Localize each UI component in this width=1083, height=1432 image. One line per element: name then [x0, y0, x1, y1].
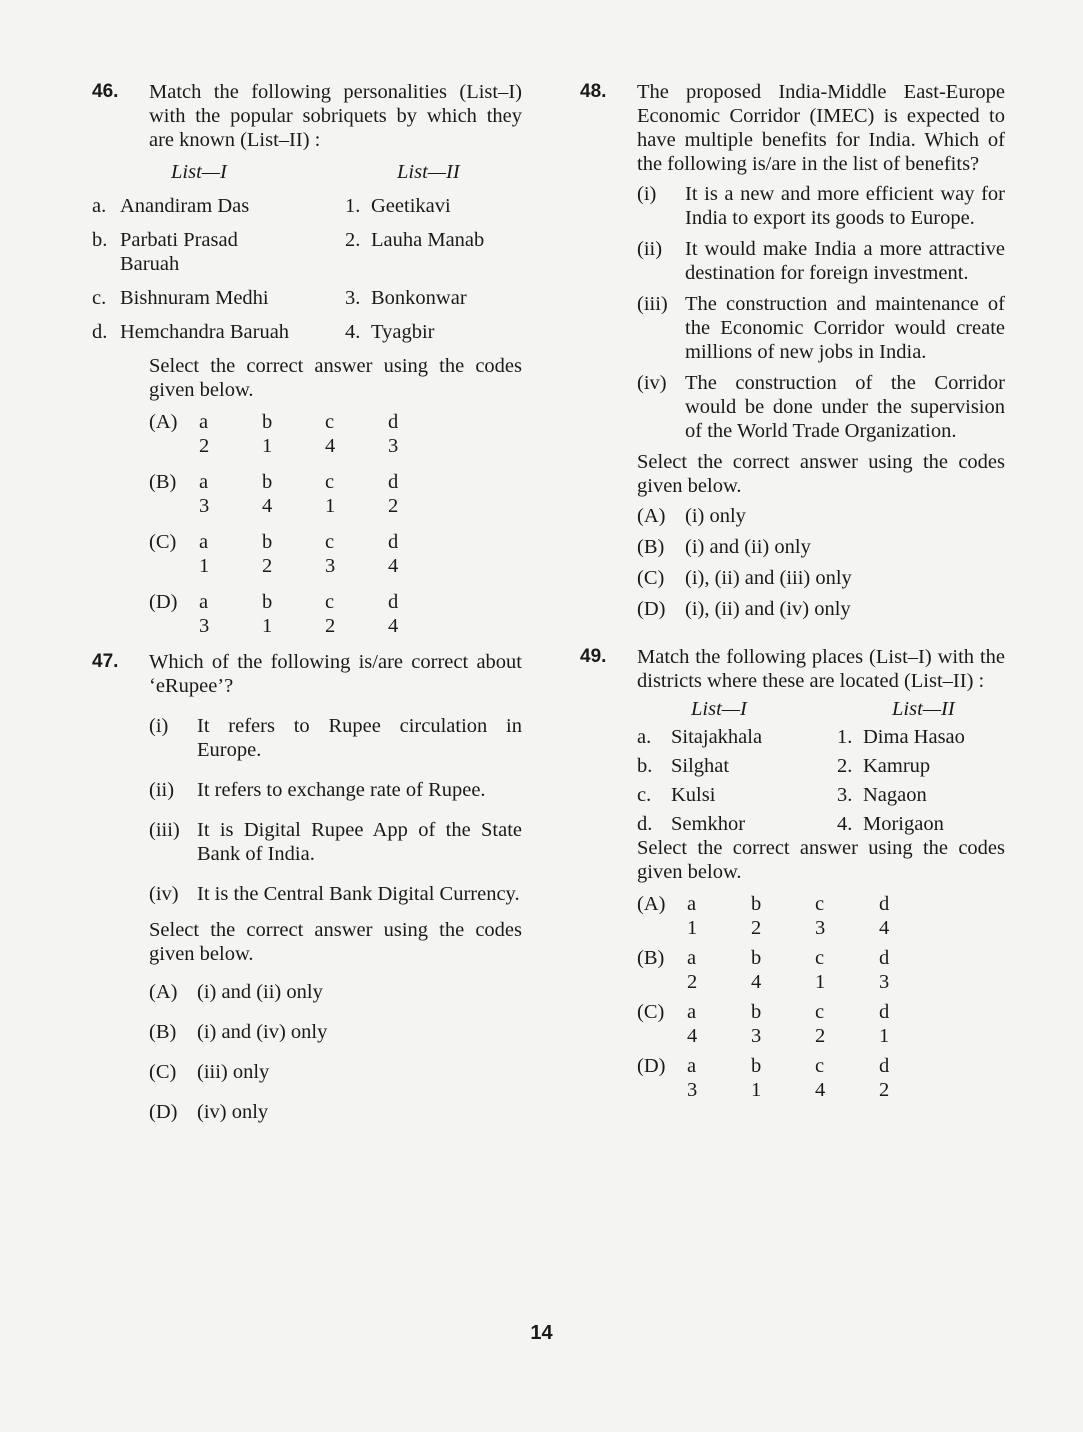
option-text: (i) and (ii) only	[197, 981, 323, 1003]
option-b[interactable]	[637, 946, 1005, 994]
option-label: (A)	[637, 505, 666, 527]
option-d[interactable]	[149, 1100, 522, 1124]
question-stem: Match the following personalities (List–I) with the popular sobriquets by which they are known (List–II) :	[149, 81, 522, 151]
list1-item: Silghat	[671, 755, 730, 777]
option-head: a	[199, 471, 209, 493]
list1-label: b.	[92, 229, 108, 251]
codes-instruction: Select the correct answer using the codes given below.	[637, 451, 1005, 497]
list2-label: 4.	[345, 321, 361, 343]
option-a[interactable]	[149, 980, 522, 1004]
option-value: 1	[815, 971, 826, 993]
list1-item: Bishnuram Medhi	[120, 287, 269, 309]
option-label: (D)	[149, 591, 178, 613]
option-head: c	[325, 411, 335, 433]
question-stem: Match the following places (List–I) with the districts where these are located (List–II) :	[637, 646, 1005, 692]
option-value: 2	[262, 555, 273, 577]
left-column	[92, 80, 522, 1131]
list2-label: 2.	[837, 755, 853, 777]
question-number: 47.	[92, 651, 119, 672]
option-value: 2	[879, 1079, 890, 1101]
option-head: d	[388, 471, 399, 493]
option-value: 3	[325, 555, 336, 577]
option-head: c	[815, 1001, 825, 1023]
option-value: 3	[815, 917, 826, 939]
statement-label: (iv)	[149, 883, 179, 905]
option-head: b	[751, 947, 762, 969]
option-value: 1	[879, 1025, 890, 1047]
option-head: a	[687, 893, 697, 915]
option-label: (D)	[637, 1055, 666, 1077]
option-head: b	[262, 531, 273, 553]
list1-label: a.	[92, 195, 107, 217]
option-value: 3	[879, 971, 890, 993]
option-head: c	[325, 471, 335, 493]
match-row	[637, 725, 1005, 749]
statement-text: It is a new and more efficient way for India to export its goods to Europe.	[685, 183, 1005, 229]
option-label: (A)	[149, 411, 178, 433]
option-a[interactable]	[637, 504, 1005, 528]
option-head: c	[325, 591, 335, 613]
right-column	[580, 80, 1005, 1102]
list1-item: Kulsi	[671, 784, 716, 806]
option-head: d	[388, 591, 399, 613]
option-d[interactable]	[149, 590, 522, 638]
list2-label: 4.	[837, 813, 853, 835]
option-head: a	[687, 1001, 697, 1023]
match-row	[637, 812, 1005, 836]
option-head: c	[815, 893, 825, 915]
option-b[interactable]	[637, 535, 1005, 559]
list2-item: Kamrup	[863, 755, 931, 777]
option-head: d	[388, 531, 399, 553]
option-label: (D)	[637, 598, 666, 620]
list1-label: d.	[637, 813, 653, 835]
list1-item: Semkhor	[671, 813, 746, 835]
option-head: b	[751, 1055, 762, 1077]
option-value: 2	[751, 917, 762, 939]
list2-label: 3.	[837, 784, 853, 806]
option-head: d	[879, 947, 890, 969]
option-label: (A)	[149, 981, 178, 1003]
option-head: b	[262, 411, 273, 433]
option-head: b	[751, 1001, 762, 1023]
statement-text: It refers to Rupee circulation in Europe.	[197, 715, 522, 761]
option-value: 1	[199, 555, 210, 577]
option-d[interactable]	[637, 1054, 1005, 1102]
list2-item: Tyagbir	[371, 321, 435, 343]
option-label: (C)	[637, 1001, 665, 1023]
option-text: (iv) only	[197, 1101, 269, 1123]
match-row	[92, 320, 522, 344]
option-c[interactable]	[637, 566, 1005, 590]
option-label: (A)	[637, 893, 666, 915]
option-value: 1	[325, 495, 336, 517]
option-label: (B)	[637, 947, 665, 969]
option-label: (D)	[149, 1101, 178, 1123]
list2-item: Lauha Manab	[371, 229, 485, 251]
option-head: d	[388, 411, 399, 433]
statement-label: (iii)	[637, 293, 668, 315]
list2-label: 2.	[345, 229, 361, 251]
question-49	[580, 645, 1005, 1102]
list1-item: Parbati Prasad Baruah	[120, 229, 238, 275]
list2-item: Nagaon	[863, 784, 927, 806]
statement-text: The construction of the Corridor would be done under the supervision of the World Trade Organization.	[685, 372, 1005, 442]
question-46	[92, 80, 522, 638]
list2-item: Bonkonwar	[371, 287, 467, 309]
option-text: (i), (ii) and (iv) only	[685, 598, 851, 620]
list2-heading: List—II	[397, 161, 460, 183]
option-head: d	[879, 1055, 890, 1077]
option-label: (C)	[637, 567, 665, 589]
option-b[interactable]	[149, 1020, 522, 1044]
option-head: c	[325, 531, 335, 553]
option-head: a	[199, 591, 209, 613]
option-value: 2	[325, 615, 336, 637]
option-head: a	[199, 411, 209, 433]
list1-heading: List—I	[171, 161, 227, 183]
option-value: 4	[751, 971, 762, 993]
option-head: b	[262, 471, 273, 493]
match-row	[637, 783, 1005, 807]
match-row	[92, 228, 522, 276]
option-value: 3	[687, 1079, 698, 1101]
option-text: (i) and (iv) only	[197, 1021, 328, 1043]
option-value: 3	[199, 495, 210, 517]
question-stem: Which of the following is/are correct about ‘eRupee’?	[149, 651, 522, 697]
list2-item: Dima Hasao	[863, 726, 965, 748]
list1-label: d.	[92, 321, 108, 343]
codes-instruction: Select the correct answer using the codes given below.	[637, 837, 1005, 883]
option-value: 4	[388, 615, 399, 637]
statement	[149, 882, 522, 906]
list1-item: Hemchandra Baruah	[120, 321, 290, 343]
option-value: 3	[751, 1025, 762, 1047]
statement-text: The construction and maintenance of the Economic Corridor would create millions of new jobs in India.	[685, 293, 1005, 363]
option-value: 4	[687, 1025, 698, 1047]
statement-label: (i)	[149, 715, 169, 737]
option-label: (C)	[149, 1061, 177, 1083]
statement-text: It refers to exchange rate of Rupee.	[197, 779, 486, 801]
option-a[interactable]	[149, 410, 522, 458]
list2-item: Morigaon	[863, 813, 944, 835]
option-value: 4	[388, 555, 399, 577]
codes-instruction: Select the correct answer using the codes given below.	[149, 355, 522, 401]
statement	[637, 182, 1005, 230]
question-47	[92, 650, 522, 1124]
option-head: b	[262, 591, 273, 613]
option-value: 4	[262, 495, 273, 517]
option-value: 1	[751, 1079, 762, 1101]
list-headings	[691, 697, 1005, 721]
answer-options	[637, 892, 1005, 1102]
option-text: (i), (ii) and (iii) only	[685, 567, 852, 589]
option-value: 4	[815, 1079, 826, 1101]
statement-text: It is the Central Bank Digital Currency.	[197, 883, 520, 905]
match-row	[92, 194, 522, 218]
option-d[interactable]	[637, 597, 1005, 621]
option-value: 1	[262, 615, 273, 637]
question-number: 46.	[92, 81, 119, 102]
statement	[149, 778, 522, 802]
option-c[interactable]	[149, 1060, 522, 1084]
option-head: b	[751, 893, 762, 915]
option-label: (C)	[149, 531, 177, 553]
list1-item: Sitajakhala	[671, 726, 763, 748]
option-text: (i) only	[685, 505, 746, 527]
statement-text: It is Digital Rupee App of the State Bank of India.	[197, 819, 522, 865]
option-head: d	[879, 893, 890, 915]
list2-label: 1.	[345, 195, 361, 217]
match-row	[637, 754, 1005, 778]
option-value: 1	[262, 435, 273, 457]
option-value: 4	[325, 435, 336, 457]
option-a[interactable]	[637, 892, 1005, 940]
option-text: (iii) only	[197, 1061, 270, 1083]
statement-label: (iv)	[637, 372, 667, 394]
answer-options	[149, 410, 522, 638]
question-stem: The proposed India-Middle East-Europe Economic Corridor (IMEC) is expected to have multiple benefits for India. Which of the following is/are in the list of benefits?	[637, 81, 1005, 175]
option-value: 4	[879, 917, 890, 939]
list2-heading: List—II	[892, 698, 955, 720]
statement-label: (iii)	[149, 819, 180, 841]
option-c[interactable]	[149, 530, 522, 578]
list1-label: c.	[637, 784, 652, 806]
list1-label: a.	[637, 726, 652, 748]
list1-heading: List—I	[691, 698, 747, 720]
option-head: a	[687, 947, 697, 969]
codes-instruction: Select the correct answer using the codes given below.	[149, 919, 522, 965]
statement-text: It would make India a more attractive destination for foreign investment.	[685, 238, 1005, 284]
list2-item: Geetikavi	[371, 195, 451, 217]
option-head: c	[815, 1055, 825, 1077]
option-c[interactable]	[637, 1000, 1005, 1048]
option-head: c	[815, 947, 825, 969]
question-number: 49.	[580, 646, 607, 667]
option-value: 3	[388, 435, 399, 457]
list1-label: c.	[92, 287, 107, 309]
option-head: a	[687, 1055, 697, 1077]
option-value: 2	[388, 495, 399, 517]
option-label: (B)	[637, 536, 665, 558]
option-label: (B)	[149, 1021, 177, 1043]
statement	[637, 292, 1005, 364]
match-row	[92, 286, 522, 310]
statement	[637, 371, 1005, 443]
statement	[149, 714, 522, 762]
option-value: 2	[687, 971, 698, 993]
option-value: 3	[199, 615, 210, 637]
statement	[149, 818, 522, 866]
option-b[interactable]	[149, 470, 522, 518]
option-value: 1	[687, 917, 698, 939]
option-value: 2	[815, 1025, 826, 1047]
page-number: 14	[530, 1322, 553, 1344]
option-head: a	[199, 531, 209, 553]
statement-label: (i)	[637, 183, 657, 205]
statement-label: (ii)	[637, 238, 663, 260]
option-value: 2	[199, 435, 210, 457]
question-48	[580, 80, 1005, 621]
statement	[637, 237, 1005, 285]
list1-label: b.	[637, 755, 653, 777]
list2-label: 1.	[837, 726, 853, 748]
list-headings	[171, 160, 522, 184]
option-label: (B)	[149, 471, 177, 493]
option-head: d	[879, 1001, 890, 1023]
option-text: (i) and (ii) only	[685, 536, 811, 558]
list2-label: 3.	[345, 287, 361, 309]
statement-label: (ii)	[149, 779, 175, 801]
list1-item: Anandiram Das	[120, 195, 250, 217]
question-number: 48.	[580, 81, 607, 102]
